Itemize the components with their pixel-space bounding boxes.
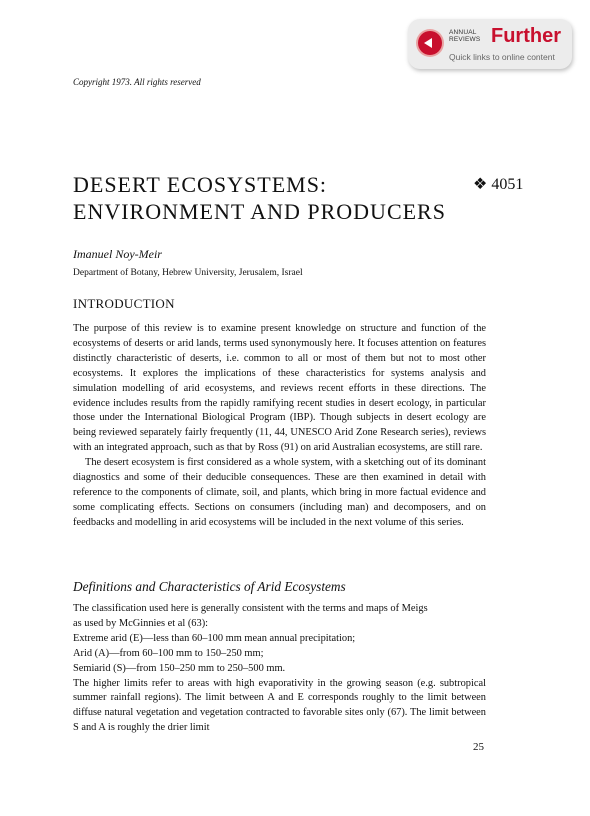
text-line: Semiarid (S)—from 150–250 mm to 250–500 mm. xyxy=(73,662,286,674)
text-line: Arid (A)—from 60–100 mm to 150–250 mm; xyxy=(73,647,264,659)
further-links-badge[interactable] xyxy=(408,19,572,69)
page-number: 25 xyxy=(473,741,484,753)
title-line-2: ENVIRONMENT AND PRODUCERS xyxy=(73,199,446,224)
subsection-heading-definitions: Definitions and Characteristics of Arid Ecosystems xyxy=(73,579,346,594)
further-label: Further xyxy=(491,25,561,47)
copyright-notice: Copyright 1973. All rights reserved xyxy=(73,77,201,87)
article-title xyxy=(73,171,446,225)
article-number: ❖ 4051 xyxy=(473,176,524,193)
publisher-name: ANNUAL REVIEWS xyxy=(449,29,481,43)
annual-reviews-logo-icon xyxy=(418,31,442,55)
paragraph: The desert ecosystem is first considered as a whole system, with a sketching out of its dominant diagnostics and some of their deducible consequences. These are then examined in detail with reference to the components of climate, soil, and plants, which bring in more factual evidence and some complicating effects. Sections on consumers (including man) and decomposers, and on feedbacks and modelling in arid ecosystems will be included in the next volume of this series. xyxy=(73,457,486,528)
author-affiliation: Department of Botany, Hebrew University, Jerusalem, Israel xyxy=(73,268,303,278)
author-name: Imanuel Noy-Meir xyxy=(73,247,162,261)
definitions-body xyxy=(73,602,486,736)
text-line: The classification used here is generally consistent with the terms and maps of Meigs xyxy=(73,603,428,614)
text-line: Extreme arid (E)—less than 60–100 mm mean annual precipitation; xyxy=(73,632,356,644)
classification-lines xyxy=(73,602,486,677)
paragraph: The higher limits refer to areas with high evaporativity in the growing season (e.g. subtropical summer rainfall regions). The limit between A and E corresponds roughly to the limit between diffuse natural vegetation and vegetation contracted to favorable sites only (67). The limit between S and A is roughly the drier limit xyxy=(73,677,486,734)
title-line-1: DESERT ECOSYSTEMS: xyxy=(73,172,328,197)
paragraph: The purpose of this review is to examine present knowledge on structure and function of the ecosystems of deserts or arid lands, terms used synonymously here. It focuses attention on features distinctly characteristic of deserts, i.e. common to all or most of them but not to most other ecosystems. It explores the implications of these characteristics for systems analysis and simulation modelling of arid ecosystems, and reviews recent efforts in these directions. The evidence includes results from the rapidly ramifying recent studies in desert ecology, in particular those under the International Biological Program (IBP). Though subjects in desert ecology are being reviewed separately fairly frequently (11, 44, UNESCO Arid Zone Research series), reviews with an integrated approach, such as that by Ross (91) on arid Australian ecosystems, are still rare. xyxy=(73,323,486,454)
text-line: as used by McGinnies et al (63): xyxy=(73,617,209,629)
further-subtitle: Quick links to online content xyxy=(449,52,555,62)
introduction-body xyxy=(73,322,486,531)
section-heading-introduction: INTRODUCTION xyxy=(73,296,175,311)
